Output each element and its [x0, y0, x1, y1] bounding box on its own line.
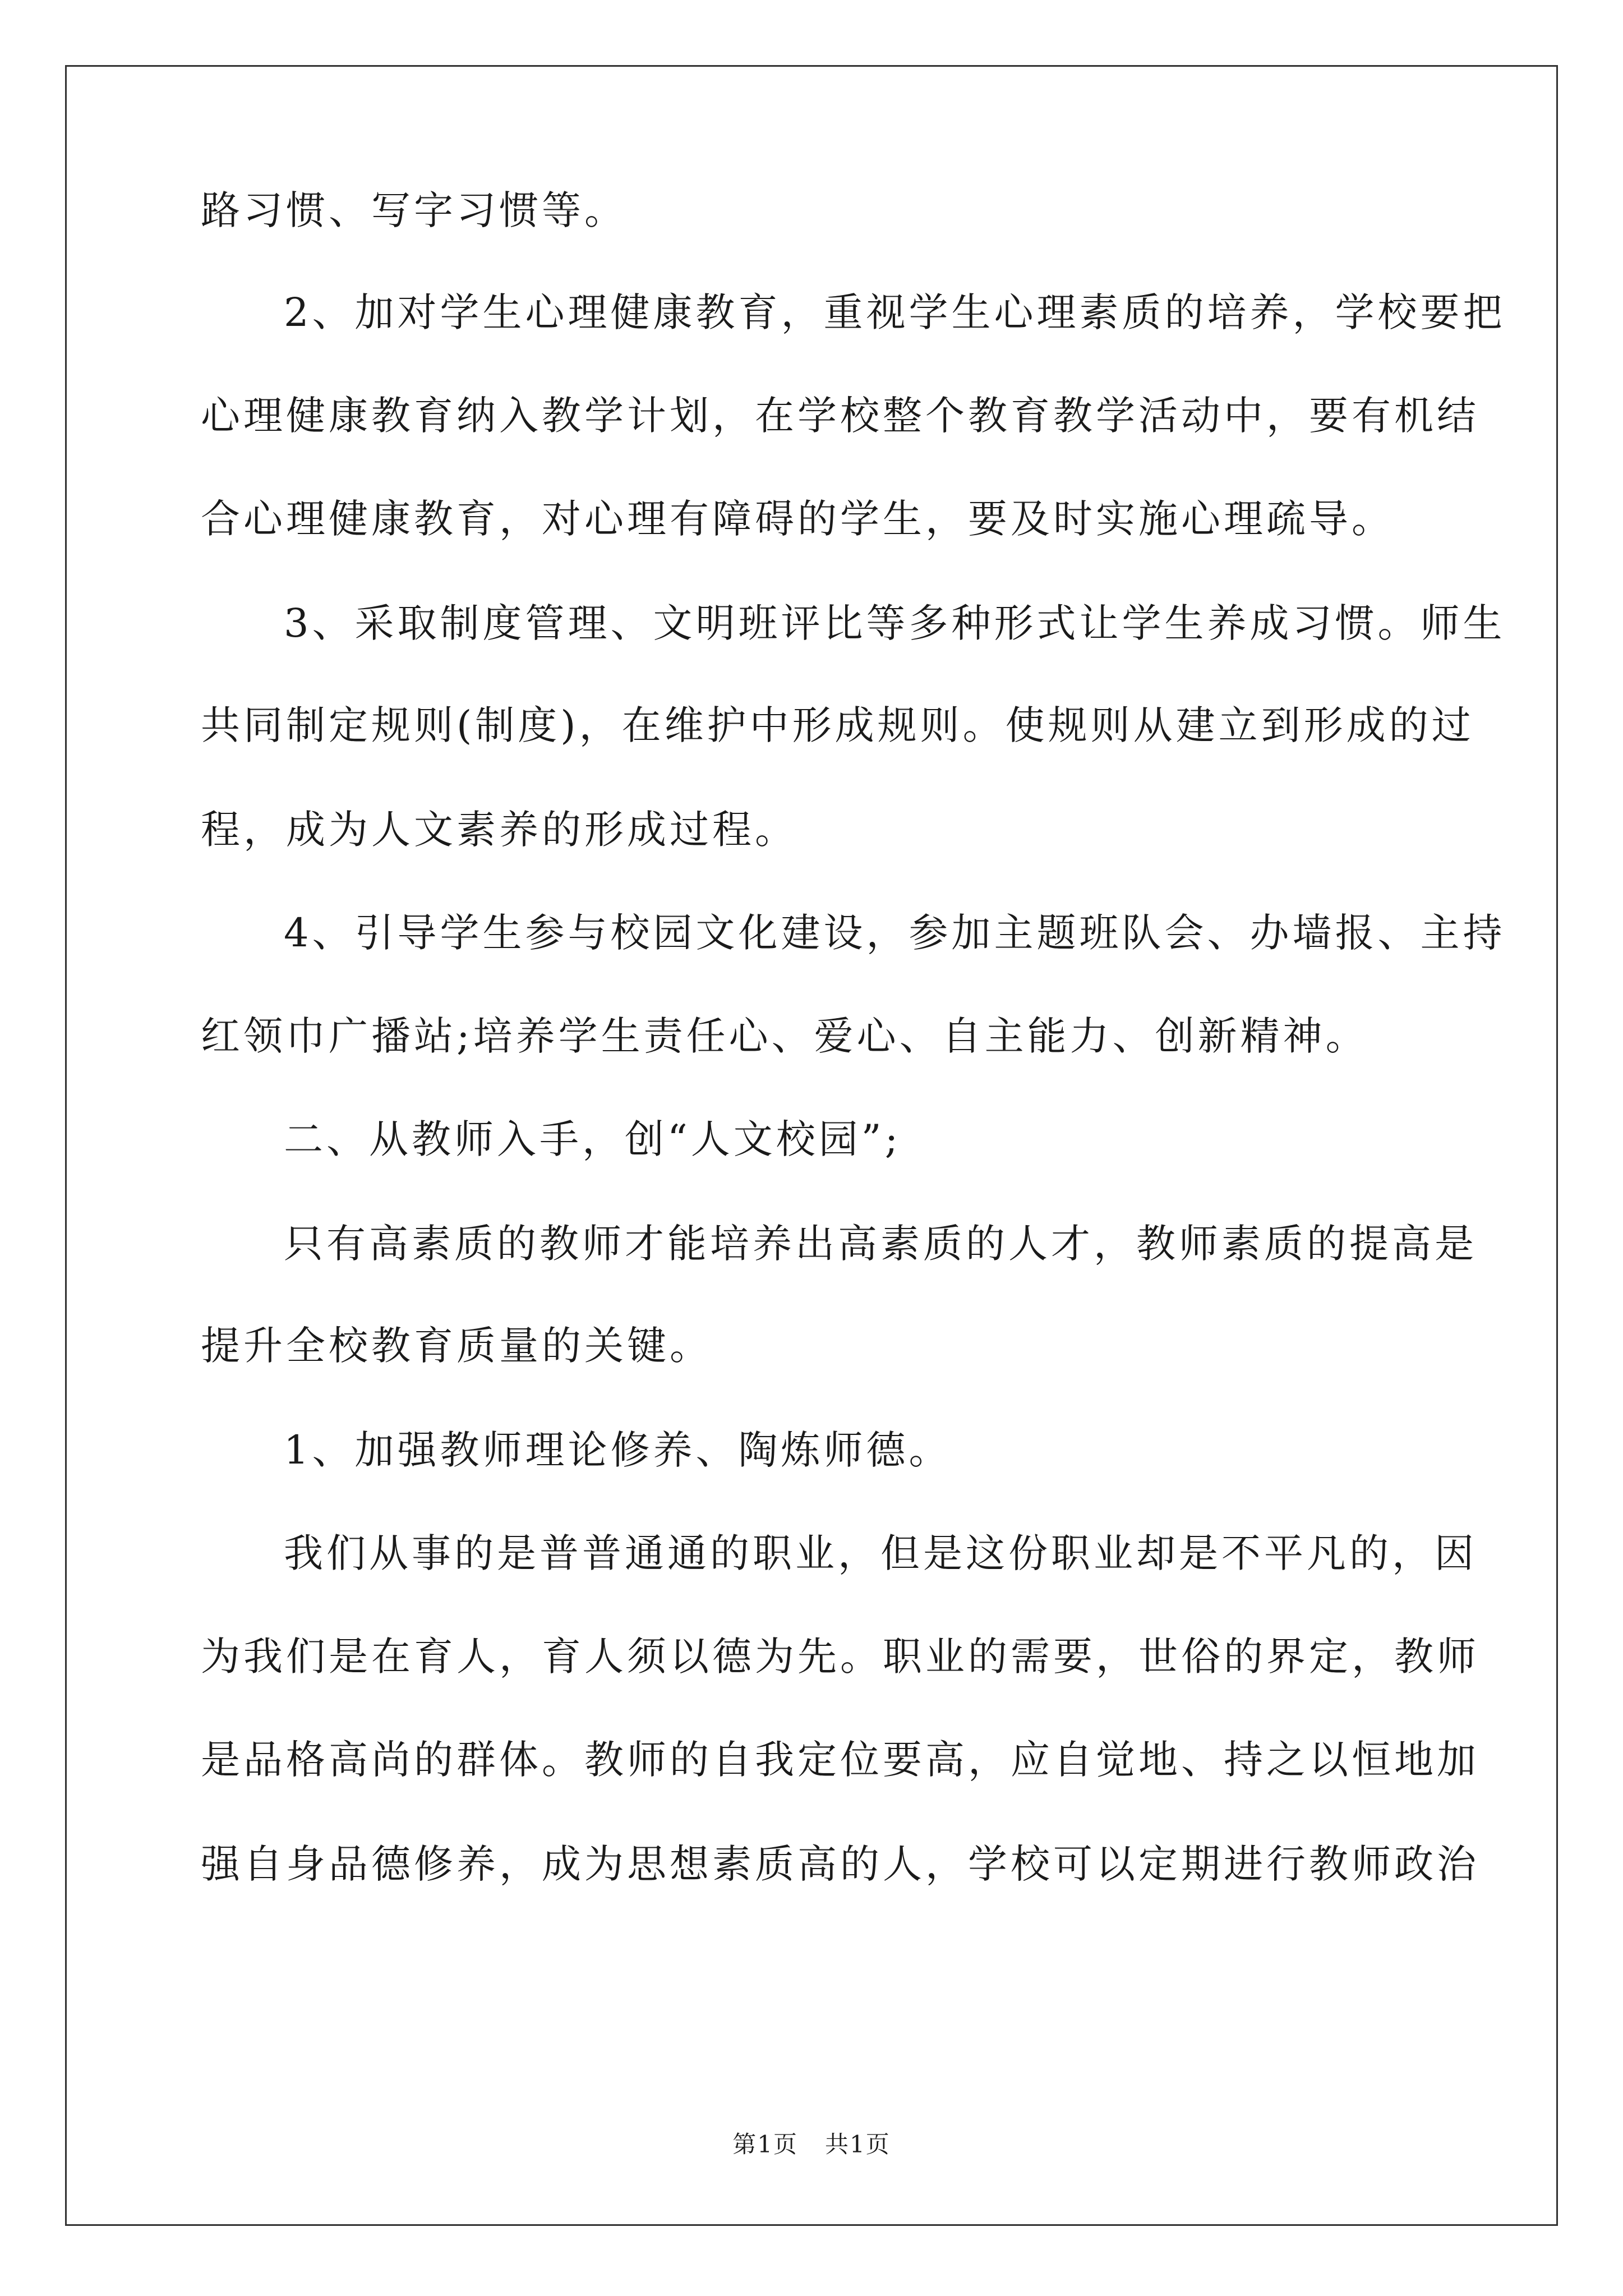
page-total: 共1页 — [825, 2131, 891, 2158]
text-line: 为我们是在育人，育人须以德为先。职业的需要，世俗的界定，教师 — [201, 1634, 1479, 1680]
text-line: 只有高素质的教师才能培养出高素质的人才，教师素质的提高是 — [284, 1221, 1477, 1267]
text-line: 提升全校教育质量的关键。 — [201, 1323, 712, 1369]
text-line: 红领巾广播站;培养学生责任心、爱心、自主能力、创新精神。 — [201, 1013, 1368, 1059]
text-line: 1、加强教师理论修养、陶炼师德。 — [284, 1427, 952, 1473]
text-line: 二、从教师入手，创“人文校园”; — [284, 1116, 902, 1162]
page-footer — [0, 2126, 1623, 2160]
text-line: 路习惯、写字习惯等。 — [201, 187, 627, 233]
text-line: 4、引导学生参与校园文化建设，参加主题班队会、办墙报、主持 — [284, 910, 1506, 956]
text-line: 心理健康教育纳入教学计划，在学校整个教育教学活动中，要有机结 — [201, 393, 1479, 439]
text-line: 我们从事的是普普通通的职业，但是这份职业却是不平凡的，因 — [284, 1530, 1477, 1576]
text-line: 2、加对学生心理健康教育，重视学生心理素质的培养，学校要把 — [284, 289, 1506, 335]
text-line: 合心理健康教育，对心理有障碍的学生，要及时实施心理疏导。 — [201, 496, 1394, 542]
text-line: 共同制定规则(制度)，在维护中形成规则。使规则从建立到形成的过 — [201, 702, 1474, 748]
text-line: 强自身品德修养，成为思想素质高的人，学校可以定期进行教师政治 — [201, 1841, 1479, 1887]
text-line: 是品格高尚的群体。教师的自我定位要高，应自觉地、持之以恒地加 — [201, 1737, 1479, 1783]
text-line: 3、采取制度管理、文明班评比等多种形式让学生养成习惯。师生 — [284, 600, 1506, 646]
page-number: 第1页 — [732, 2131, 798, 2158]
text-line: 程，成为人文素养的形成过程。 — [201, 807, 797, 853]
